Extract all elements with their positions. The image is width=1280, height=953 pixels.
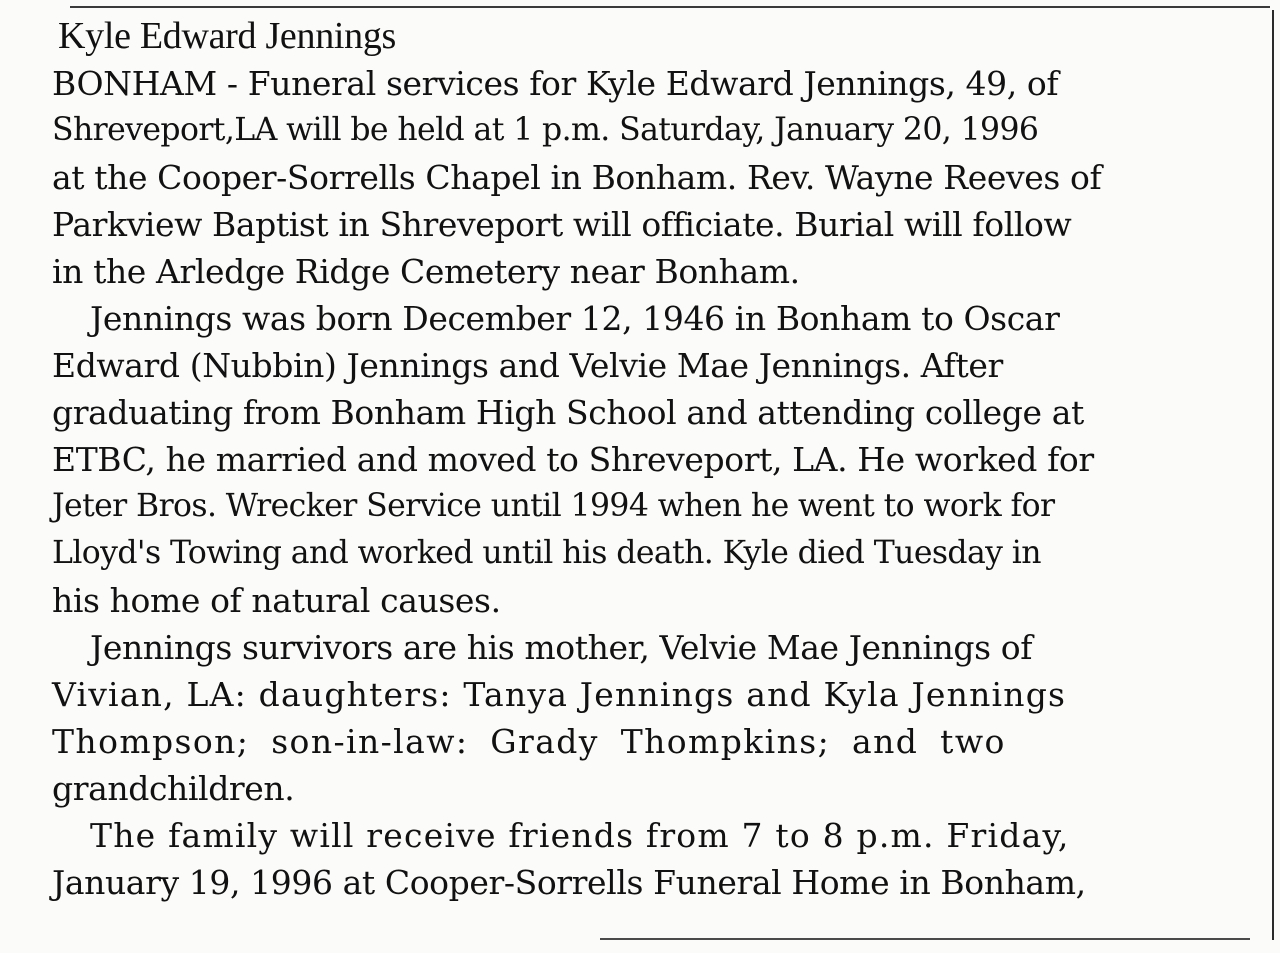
obituary-headline: Kyle Edward Jennings [58,15,397,57]
paragraph-biography [52,295,1257,624]
text-line: graduating from Bonham High School and attending college at [52,393,1084,432]
text-line: The family will receive friends from 7 to 8 p.m. Friday, [90,816,1070,855]
text-line: in the Arledge Ridge Cemetery near Bonham. [52,252,800,291]
right-edge-rule [1272,10,1274,940]
paragraph-visitation [52,812,1257,906]
paragraph-services [52,60,1257,295]
text-line: ETBC, he married and moved to Shreveport, LA. He worked for [52,440,1094,479]
text-line: Parkview Baptist in Shreveport will officiate. Burial will follow [52,205,1072,244]
text-line: Vivian, LA: daughters: Tanya Jennings and Kyla Jennings [52,675,1067,714]
text-line: at the Cooper-Sorrells Chapel in Bonham. Rev. Wayne Reeves of [52,158,1102,197]
obituary-article [52,14,1257,906]
text-line: Jennings was born December 12, 1946 in Bonham to Oscar [90,299,1060,338]
top-rule [70,6,1270,8]
text-line: his home of natural causes. [52,581,501,620]
text-line: Lloyd's Towing and worked until his death. Kyle died Tuesday in [52,535,1041,571]
text-line: BONHAM - Funeral services for Kyle Edward Jennings, 49, of [52,64,1059,103]
text-line: Edward (Nubbin) Jennings and Velvie Mae Jennings. After [52,346,1003,385]
paragraph-survivors [52,624,1257,812]
text-line: Shreveport,LA will be held at 1 p.m. Saturday, January 20, 1996 [52,112,1039,148]
text-line: grandchildren. [52,769,295,808]
text-line: Jennings survivors are his mother, Velvie Mae Jennings of [90,628,1033,667]
bottom-rule [600,938,1250,940]
text-line: Thompson; son-in-law: Grady Thompkins; and two [52,722,1006,761]
text-line: Jeter Bros. Wrecker Service until 1994 when he went to work for [52,488,1055,524]
text-line: January 19, 1996 at Cooper-Sorrells Funeral Home in Bonham, [52,863,1086,902]
